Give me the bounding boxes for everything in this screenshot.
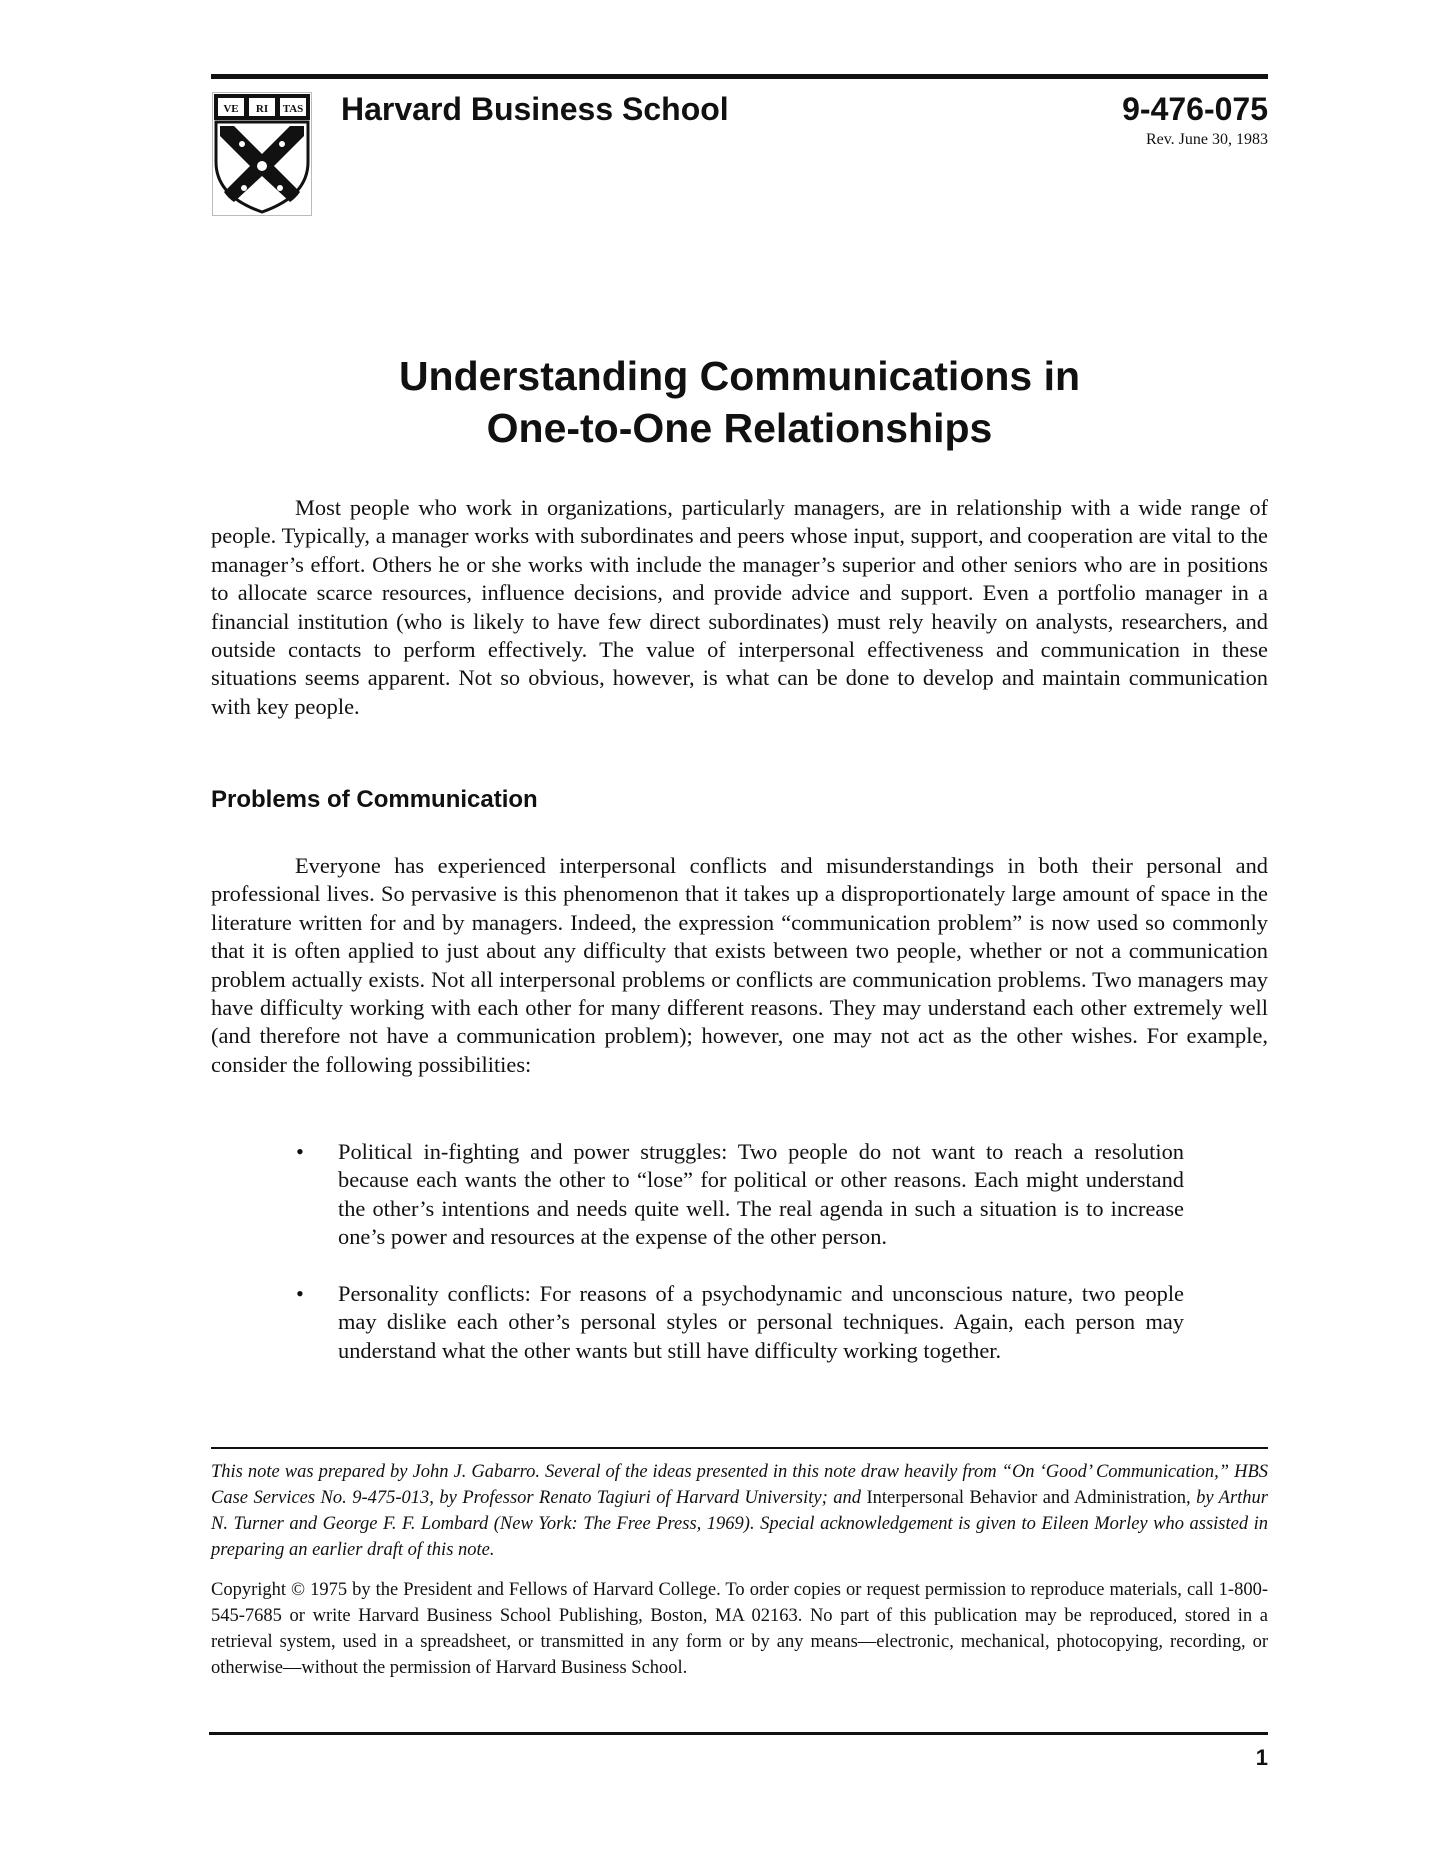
note-book-title: Interpersonal Behavior and Administration: [866, 1488, 1186, 1508]
crest-book-3: TAS: [282, 103, 304, 115]
list-item: [296, 1138, 1184, 1252]
revision-date: Rev. June 30, 1983: [1145, 131, 1268, 148]
crest-book-2: RI: [255, 103, 269, 115]
footer-rule: [209, 1732, 1268, 1735]
bullet-marker: •: [296, 1281, 304, 1307]
section-paragraph: Everyone has experienced interpersonal conflicts and misunderstandings in both their personal and professional lives. So pervasive is this phenomenon that it takes up a disproportionately large amount of space in the literature written for and by managers. Indeed, the expression “communication problem” is now used so commonly that it is often applied to just about any difficulty that exists between two people, whether or not a communication problem actually exists. Not all interpersonal problems or conflicts are communication problems. Two managers may have difficulty working with each other for many different reasons. They may understand each other extremely well (and therefore not have a communication problem); however, one may not act as the other wishes. For example, consider the following possibilities:: [211, 853, 1268, 1077]
title-line-2: One-to-One Relationships: [486, 405, 993, 451]
document-title: [211, 350, 1268, 454]
note-part-3: , by Arthur N. Turner and George F. F. Lombard (New York: The Free Press, 1969). Special acknowledgement is given to Eileen Morley who assisted in preparing an earlier draft of this note.: [211, 1488, 1269, 1560]
intro-paragraph: Most people who work in organizations, particularly managers, are in relationship with a wide range of people. Typically, a manager works with subordinates and peers whose input, support, and cooperation are vital to the manager’s effort. Others he or she works with include the manager’s superior and other seniors who are in positions to allocate scarce resources, influence decisions, and provide advice and support. Even a portfolio manager in a financial institution (who is likely to have few direct subordinates) must rely heavily on analysts, researchers, and outside contacts to perform effectively. The value of interpersonal effectiveness and communication in these situations seems apparent. Not so obvious, however, is what can be done to develop and maintain communication with key people.: [211, 495, 1268, 719]
document-number: 9-476-075: [1122, 91, 1268, 127]
list-item: [296, 1280, 1184, 1365]
bullet-text: Personality conflicts: For reasons of a psychodynamic and unconscious nature, two people may dislike each other’s personal styles or personal techniques. Again, each person may understand what the other wants but still have difficulty working together.: [338, 1281, 1184, 1363]
veritas-shield-icon: [212, 92, 312, 216]
authorship-note: [211, 1459, 1268, 1563]
bullet-marker: •: [296, 1139, 304, 1164]
header-rule: [211, 74, 1268, 79]
footnote-rule: [211, 1447, 1268, 1449]
bullet-text: Political in-fighting and power struggles: Two people do not want to reach a resolution because each wants the other to “lose” for political or other reasons. Each might understand the other’s intentions and needs quite well. The real agenda in such a situation is to increase one’s power and resources at the expense of the other person.: [338, 1139, 1184, 1250]
institution-name: Harvard Business School: [341, 91, 729, 127]
bullet-list: [296, 1138, 1184, 1394]
section-heading: Problems of Communication: [211, 786, 538, 813]
crest-book-1: VE: [223, 103, 239, 115]
title-line-1: Understanding Communications in: [398, 353, 1081, 399]
note-part-1: This note was prepared by John J. Gabarro. Several of the ideas presented in this note draw heavily from “On ‘Good’ Communication,” HBS Case Services No. 9-475-013, by Professor Renato Tagiuri of Harvard University; and: [211, 1462, 1268, 1508]
copyright-notice: Copyright © 1975 by the President and Fellows of Harvard College. To order copies or request permission to reproduce materials, call 1-800-545-7685 or write Harvard Business School Publishing, Boston, MA 02163. No part of this publication may be reproduced, stored in a retrieval system, used in a spreadsheet, or transmitted in any form or by any means—electronic, mechanical, photocopying, recording, or otherwise—without the permission of Harvard Business School.: [211, 1580, 1268, 1678]
crest-frame: [212, 92, 312, 216]
page-number: 1: [1255, 1745, 1268, 1770]
